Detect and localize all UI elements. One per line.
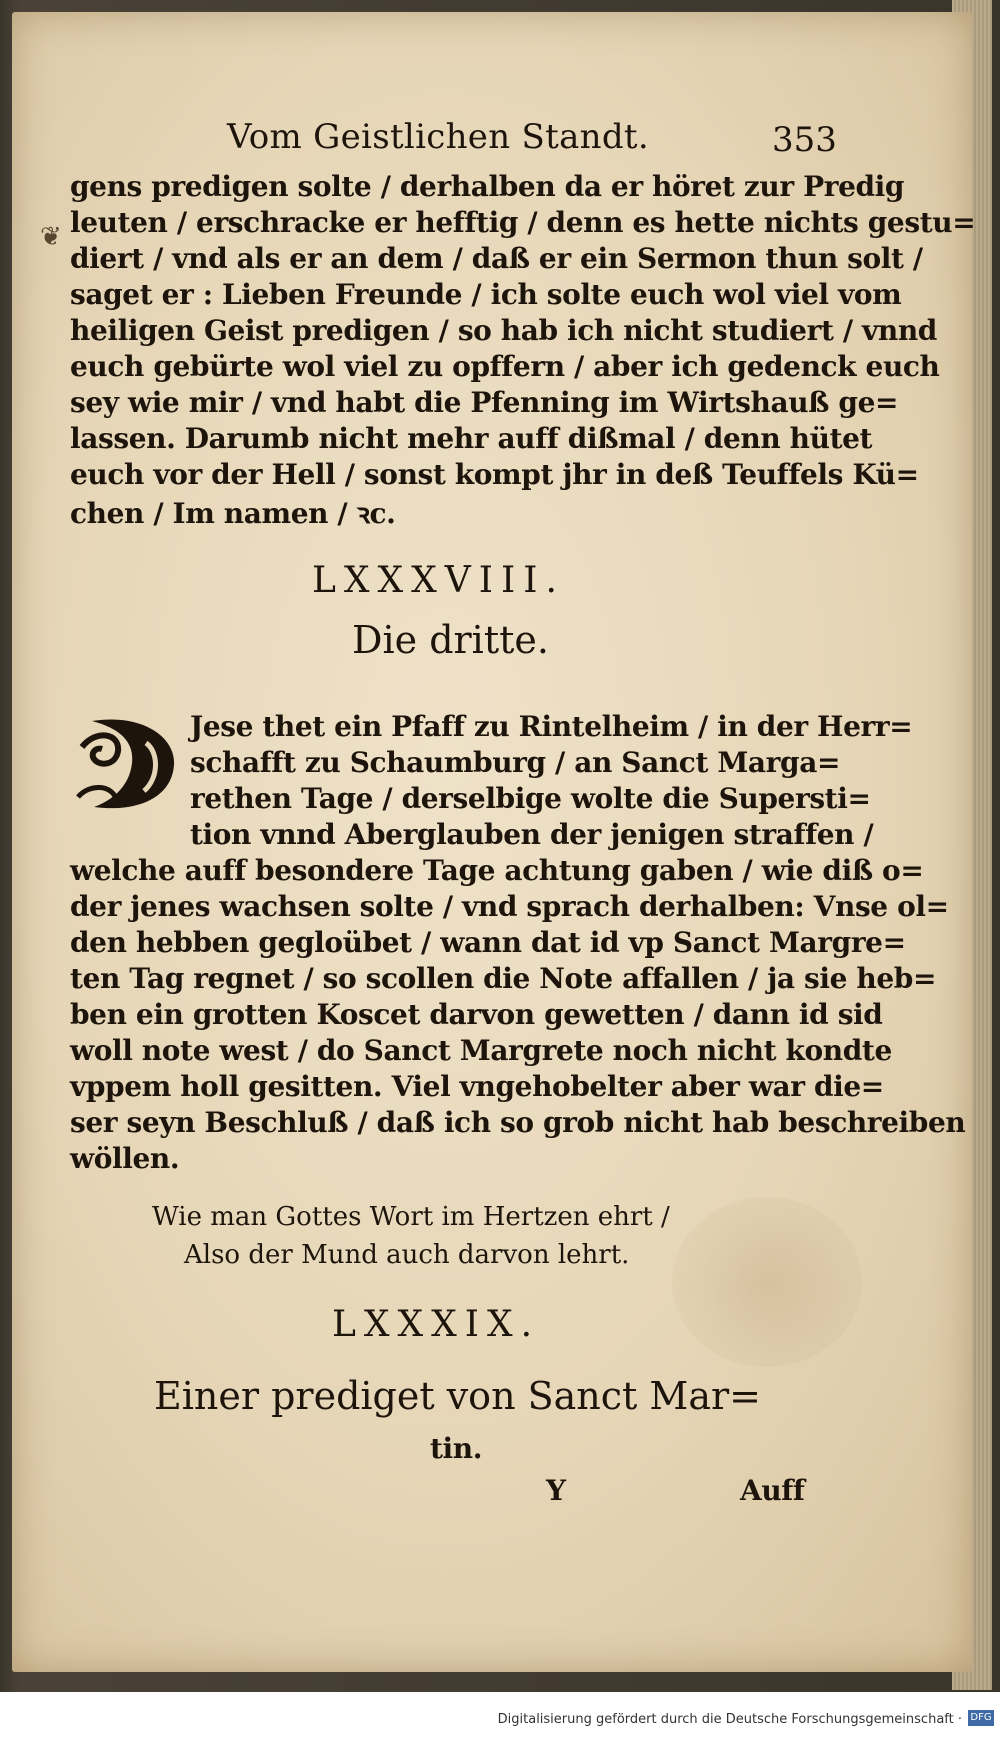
text-line: gens predigen solte / derhalben da er höret zur Predig [70,170,905,203]
catchword: Auff [740,1474,805,1507]
margin-mark-icon: ❦ [40,222,62,252]
ink-bleed-stain [672,1197,862,1367]
text-line: schafft zu Schaumburg / an Sanct Marga= [190,746,841,779]
text-line: woll note west / do Sanct Margrete noch nicht kondte [70,1034,892,1067]
decorated-initial-d [72,707,184,819]
text-line: sey wie mir / vnd habt die Pfenning im Wirtshauß ge= [70,386,899,419]
text-line: leuten / erschracke er hefftig / denn es hette nichts gestu= [70,206,976,239]
text-line: saget er : Lieben Freunde / ich solte euch wol viel vom [70,278,902,311]
text-line: heiligen Geist predigen / so hab ich nicht studiert / vnnd [70,314,937,347]
text-line: ben ein grotten Koscet darvon gewetten / dann id sid [70,998,883,1031]
verse-line: Also der Mund auch darvon lehrt. [184,1240,630,1270]
section-title: Die dritte. [352,618,549,662]
dfg-logo: DFG [968,1710,994,1726]
text-line: wöllen. [70,1142,180,1175]
text-line: euch vor der Hell / sonst kompt jhr in deß Teuffels Kü= [70,458,919,491]
text-line: lassen. Darumb nicht mehr auff dißmal / denn hütet [70,422,873,455]
verse-line: Wie man Gottes Wort im Hertzen ehrt / [152,1202,670,1232]
running-head: Vom Geistlichen Standt. [227,117,649,157]
text-line: den hebben gegloübet / wann dat id vp Sanct Margre= [70,926,906,959]
text-line: euch gebürte wol viel zu opffern / aber ich gedenck euch [70,350,940,383]
text-line: diert / vnd als er an dem / daß er ein Sermon thun solt / [70,242,923,275]
text-line: Jese thet ein Pfaff zu Rintelheim / in der Herr= [190,710,913,743]
text-line: rethen Tage / derselbige wolte die Supersti= [190,782,871,815]
text-line: chen / Im namen / ꝛc. [70,497,396,530]
page-number: 353 [772,120,837,160]
text-line: ten Tag regnet / so scollen die Note affallen / ja sie heb= [70,962,937,995]
section-title-continuation: tin. [430,1432,483,1465]
text-line: vppem holl gesitten. Viel vngehobelter aber war die= [70,1070,884,1103]
text-line: tion vnnd Aberglauben der jenigen straffen / [190,818,874,851]
book-page [12,12,976,1672]
text-line: der jenes wachsen solte / vnd sprach derhalben: Vnse ol= [70,890,949,923]
section-title: Einer prediget von Sanct Mar= [154,1374,761,1418]
signature-mark: Y [546,1474,566,1507]
text-line: ser seyn Beschluß / daß ich so grob nicht hab beschreiben [70,1106,966,1139]
section-numeral: LXXXIX. [332,1304,541,1345]
text-line: welche auff besondere Tage achtung gaben / wie diß o= [70,854,924,887]
section-numeral: LXXXVIII. [312,560,565,601]
digitization-footer [0,1692,1000,1740]
funding-notice: Digitalisierung gefördert durch die Deutsche Forschungsgemeinschaft · [497,1712,962,1727]
